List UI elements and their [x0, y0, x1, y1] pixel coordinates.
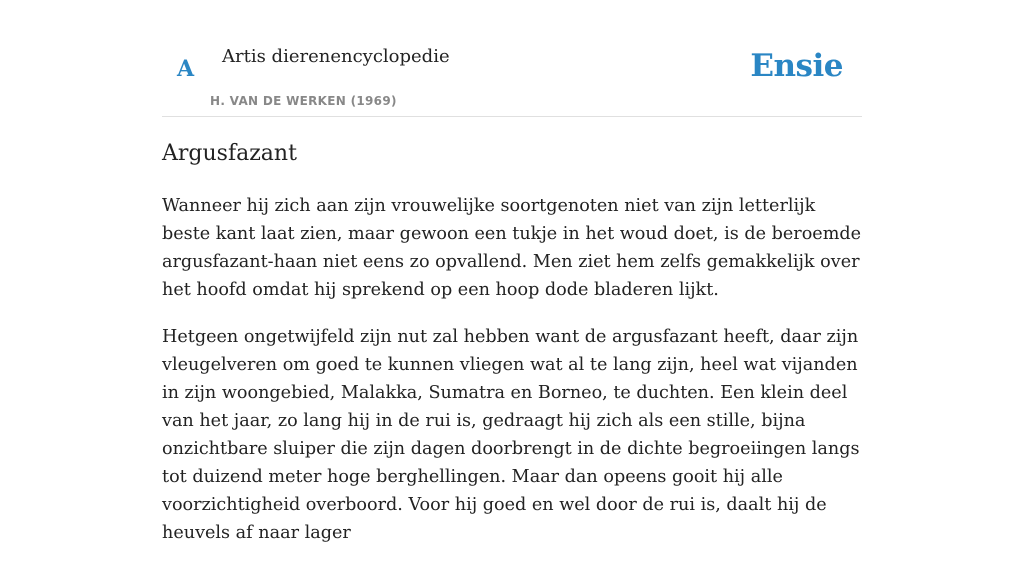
book-title[interactable]: Artis dierenencyclopedie [222, 46, 450, 67]
ensie-logo[interactable]: Ensie [750, 48, 843, 84]
site-header [162, 0, 862, 117]
book-author: H. VAN DE WERKEN (1969) [210, 94, 397, 108]
article-paragraph: Hetgeen ongetwijfeld zijn nut zal hebben want de argusfazant heeft, daar zijn vleugelveren om goed te kunnen vliegen wat al te lang zijn, heel wat vijanden in zijn woongebied, Malakka, Sumatra en Borneo, te duchten. Een klein deel van het jaar, zo lang hij in de rui is, gedraagt hij zich als een stille, bijna onzichtbare sluiper die zijn dagen doorbrengt in de dichte begroeiingen langs tot duizend meter hoge berghellingen. Maar dan opeens gooit hij alle voorzichtigheid overboord. Voor hij goed en wel door de rui is, daalt hij de heuvels af naar lager [162, 327, 860, 543]
article [162, 138, 862, 566]
article-title: Argusfazant [162, 141, 297, 166]
letter-index-link[interactable]: A [177, 56, 195, 82]
article-paragraph: Wanneer hij zich aan zijn vrouwelijke soortgenoten niet van zijn letterlijk beste kant laat zien, maar gewoon een tukje in het woud doet, is de beroemde argusfazant-haan niet eens zo opvallend. Men ziet hem zelfs gemakkelijk over het hoofd omdat hij sprekend op een hoop dode bladeren lijkt. [162, 196, 862, 300]
